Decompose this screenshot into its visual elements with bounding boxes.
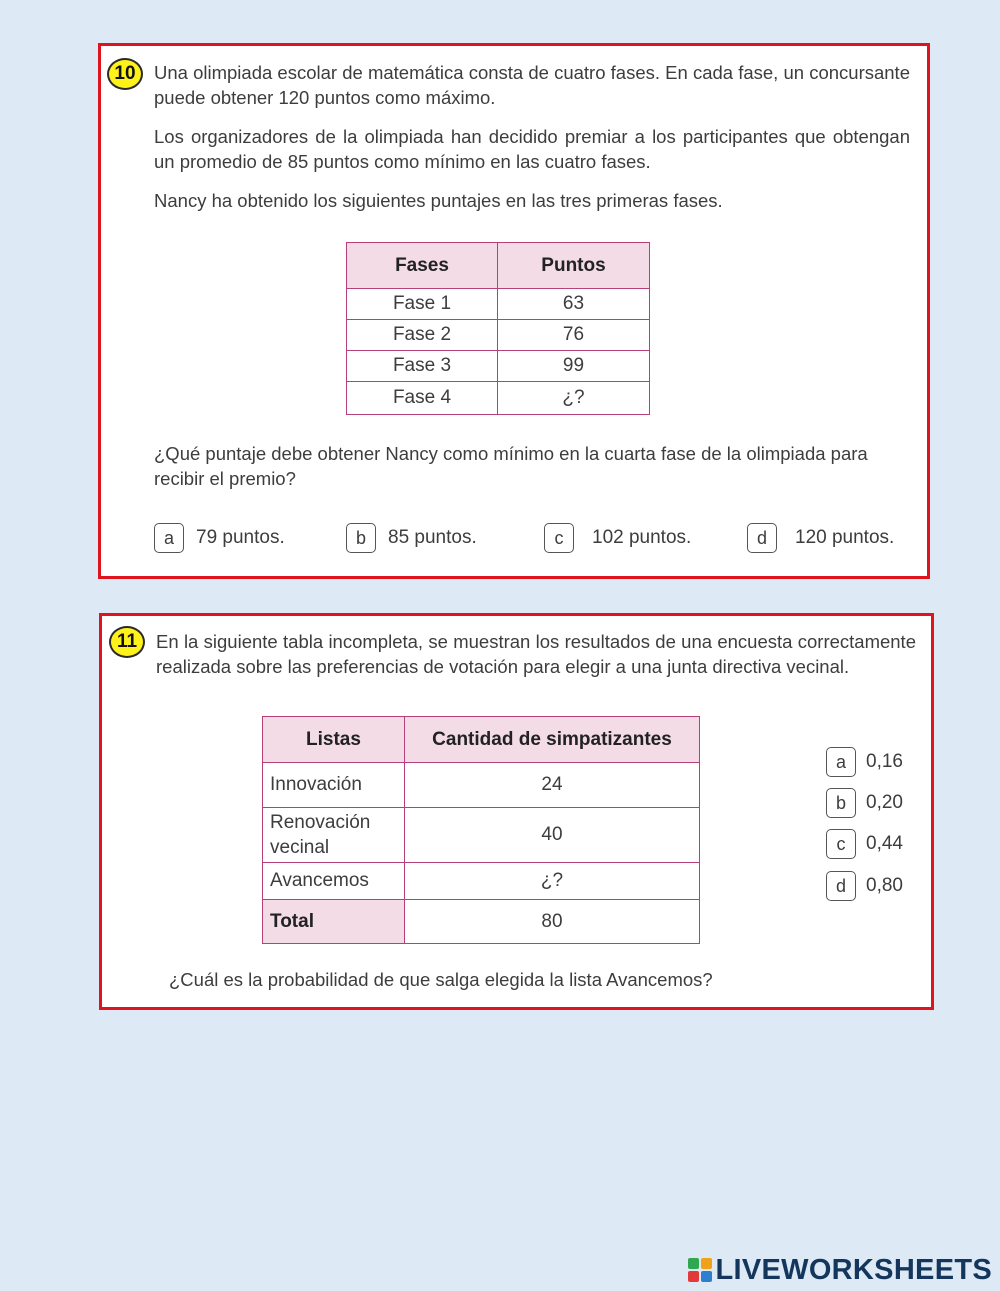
table-cell-count: ¿? (405, 863, 700, 900)
liveworksheets-logo[interactable] (688, 1252, 993, 1288)
option-d[interactable] (826, 871, 903, 901)
logo-mark-icon (688, 1258, 712, 1282)
table-header-row (263, 717, 700, 763)
table-cell-score: 99 (498, 351, 650, 382)
question-10-card (98, 43, 930, 579)
table-cell-list: Innovación (263, 763, 405, 808)
option-letter-box[interactable]: b (826, 788, 856, 818)
table-cell-phase: Fase 4 (347, 382, 498, 415)
table-cell-count: 40 (405, 808, 700, 863)
table-cell-phase: Fase 1 (347, 289, 498, 320)
option-letter-box[interactable]: a (826, 747, 856, 777)
column-header-fases: Fases (347, 243, 498, 289)
option-b[interactable] (826, 788, 903, 818)
option-c[interactable] (826, 829, 903, 859)
table-row (347, 382, 650, 415)
question-11-statement: En la siguiente tabla incompleta, se muestran los resultados de una encuesta correctamente realizada sobre las preferencias de votación para elegir a una junta directiva vecinal. (156, 631, 916, 677)
table-header-row (347, 243, 650, 289)
question-10-statement-1: Una olimpiada escolar de matemática consta de cuatro fases. En cada fase, un concursante puede obtener 120 puntos como máximo. (154, 62, 910, 108)
logo-text: LIVEWORKSHEETS (715, 1253, 992, 1286)
column-header-puntos: Puntos (498, 243, 650, 289)
table-row (347, 289, 650, 320)
scores-table (346, 242, 650, 415)
question-11-prompt: ¿Cuál es la probabilidad de que salga elegida la lista Avancemos? (169, 969, 713, 990)
table-total-row (263, 900, 700, 944)
option-text: 0,20 (866, 792, 903, 813)
option-a[interactable] (154, 523, 285, 553)
option-text: 0,80 (866, 875, 903, 896)
option-letter-box[interactable]: a (154, 523, 184, 553)
table-cell-count: 24 (405, 763, 700, 808)
option-letter-box[interactable]: d (747, 523, 777, 553)
table-row (263, 808, 700, 863)
option-text: 79 puntos. (196, 527, 285, 548)
question-10-statement-2: Los organizadores de la olimpiada han decidido premiar a los participantes que obtengan un promedio de 85 puntos como mínimo en las cuatro fases. (154, 126, 910, 172)
question-10-statement-3: Nancy ha obtenido los siguientes puntajes en las tres primeras fases. (154, 190, 723, 211)
table-cell-score: ¿? (498, 382, 650, 415)
option-d[interactable] (747, 523, 894, 553)
table-cell-score: 76 (498, 320, 650, 351)
option-letter-box[interactable]: c (544, 523, 574, 553)
table-cell-phase: Fase 3 (347, 351, 498, 382)
option-letter-box[interactable]: c (826, 829, 856, 859)
question-number-badge: 10 (107, 58, 143, 90)
option-letter-box[interactable]: d (826, 871, 856, 901)
option-a[interactable] (826, 747, 903, 777)
table-cell-total-label: Total (263, 900, 405, 944)
option-text: 85 puntos. (388, 527, 477, 548)
column-header-listas: Listas (263, 717, 405, 763)
question-number-badge: 11 (109, 626, 145, 658)
column-header-cantidad: Cantidad de simpatizantes (405, 717, 700, 763)
option-c[interactable] (544, 523, 691, 553)
question-10-prompt: ¿Qué puntaje debe obtener Nancy como mínimo en la cuarta fase de la olimpiada para recibir el premio? (154, 443, 868, 489)
table-cell-score: 63 (498, 289, 650, 320)
option-text: 0,44 (866, 833, 903, 854)
table-cell-list: Renovación vecinal (263, 808, 405, 863)
table-cell-total-value: 80 (405, 900, 700, 944)
table-row (263, 863, 700, 900)
votes-table (262, 716, 700, 944)
table-cell-phase: Fase 2 (347, 320, 498, 351)
table-row (347, 320, 650, 351)
option-letter-box[interactable]: b (346, 523, 376, 553)
option-b[interactable] (346, 523, 477, 553)
table-row (347, 351, 650, 382)
table-row (263, 763, 700, 808)
option-text: 102 puntos. (592, 527, 692, 548)
option-text: 0,16 (866, 751, 903, 772)
option-text: 120 puntos. (795, 527, 895, 548)
question-11-card (99, 613, 934, 1010)
table-cell-list: Avancemos (263, 863, 405, 900)
